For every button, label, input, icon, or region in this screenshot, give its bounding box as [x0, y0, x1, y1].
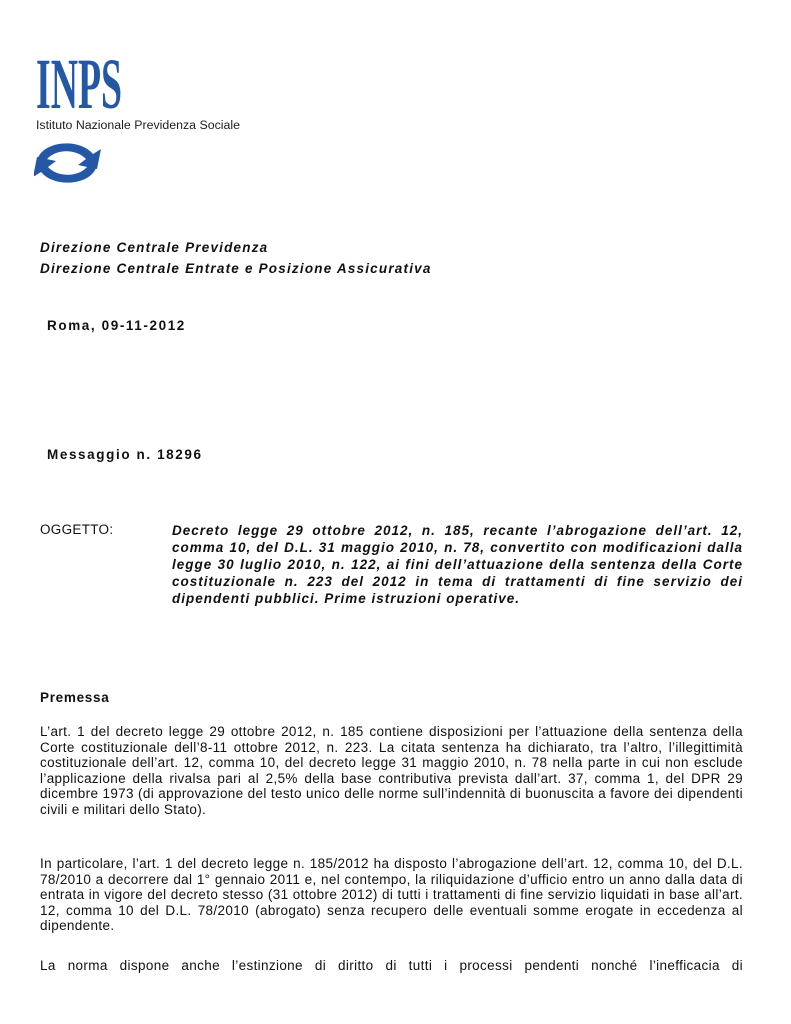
oggetto-text: Decreto legge 29 ottobre 2012, n. 185, recante l’abrogazione dell’art. 12, comma 10, del D.L. 31 maggio 2010, n. 78, convertito con modificazioni dalla legge 30 luglio 2010, n. 122, ai fini dell’attuazione della sentenza della Corte costituzionale n. 223 del 2012 in tema di trattamenti di fine servizio dei dipendenti pubblici. Prime istruzioni operative. — [172, 523, 743, 606]
logo-wordmark: INPS — [36, 46, 122, 124]
header-direzione-previdenza: Direzione Centrale Previdenza — [40, 240, 269, 255]
paragraph: La norma dispone anche l’estinzione di diritto di tutti i processi pendenti nonché l’inefficacia di — [40, 958, 743, 973]
arrows-emblem-icon — [34, 143, 101, 182]
section-heading-premessa: Premessa — [40, 690, 110, 705]
inps-logo — [34, 46, 264, 191]
message-number: Messaggio n. 18296 — [47, 447, 203, 462]
paragraph: In particolare, l’art. 1 del decreto legge n. 185/2012 ha disposto l’abrogazione dell’art. 12, comma 10, del D.L. 78/2010 a decorrere dal 1° gennaio 2011 e, nel contempo, la riliquidazione d’ufficio entro un anno dalla data di entrata in vigore del decreto stesso (31 ottobre 2012) di tutti i trattamenti di fine servizio liquidati in base all’art. 12, comma 10 del D.L. 78/2010 (abrogato) senza recupero delle eventuali somme erogate in eccedenza al dipendente. — [40, 856, 743, 934]
header-direzione-entrate: Direzione Centrale Entrate e Posizione Assicurativa — [40, 261, 432, 276]
oggetto-label: OGGETTO: — [40, 522, 114, 537]
paragraph: L’art. 1 del decreto legge 29 ottobre 2012, n. 185 contiene disposizioni per l’attuazione della sentenza della Corte costituzionale dell’8-11 ottobre 2012, n. 223. La citata sentenza ha dichiarato, tra l’altro, l’illegittimità costituzionale dell’art. 12, comma 10, del decreto legge 31 maggio 2010, n. 78 nella parte in cui non esclude l’applicazione della rivalsa pari al 2,5% della base contributiva prevista dall’art. 37, comma 1, del DPR 29 dicembre 1973 (di approvazione del testo unico delle norme sull’indennità di buonuscita a favore dei dipendenti civili e militari dello Stato). — [40, 724, 743, 817]
logo-caption: Istituto Nazionale Previdenza Sociale — [36, 120, 240, 132]
date-line: Roma, 09-11-2012 — [47, 318, 186, 333]
